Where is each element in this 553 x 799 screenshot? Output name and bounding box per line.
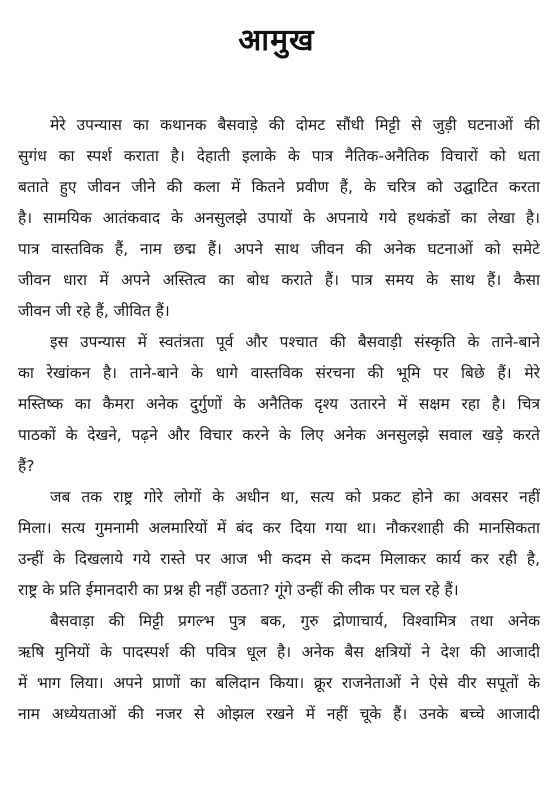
paragraph-3-line-2: मिला। सत्य गुमनामी अलमारियों में बंद कर दिया गया था। नौकरशाही की मानसिकता <box>18 519 540 537</box>
paragraph-2-line-1: इस उपन्यास में स्वतंत्रता पूर्व और पश्चात की बैसवाड़ी संस्कृति के ताने-बाने <box>50 333 540 351</box>
paragraph-4-line-4: नाम अध्येयताओं की नजर से ओझल रखने में नहीं चूके हैं। उनके बच्चे आजादी <box>18 705 540 723</box>
paragraph-4-line-1: बैसवाड़ा की मिट्टी प्रगल्भ पुत्र बक, गुरु द्रोणाचार्य, विश्वामित्र तथा अनेक <box>50 612 540 630</box>
paragraph-2-line-2: का रेखांकन है। ताने-बाने के धागे वास्तविक संरचना की भूमि पर बिछे हैं। मेरे <box>18 364 540 382</box>
paragraph-3-line-3: उन्हीं के दिखलाये गये रास्ते पर आज भी कदम से कदम मिलाकर कार्य कर रही है, <box>18 550 540 568</box>
paragraph-2-line-4: पाठकों के देखने, पढ़ने और विचार करने के लिए अनेक अनसुलझे सवाल खड़े करते <box>18 426 540 444</box>
paragraph-1-line-6: जीवन धारा में अपने अस्तित्व का बोध कराते हैं। पात्र समय के साथ हैं। कैसा <box>18 271 540 289</box>
paragraph-3-line-1: जब तक राष्ट्र गोरे लोगों के अधीन था, सत्य को प्रकट होने का अवसर नहीं <box>50 488 540 506</box>
paragraph-1-line-2: सुगंध का स्पर्श कराता है। देहाती इलाके के पात्र नैतिक-अनैतिक विचारों को धता <box>18 147 540 165</box>
paragraph-2-line-3: मस्तिष्क का कैमरा अनेक दुर्गुणों के अनैतिक दृश्य उतारने में सक्षम रहा है। चित्र <box>18 395 540 413</box>
paragraph-4-line-2: ऋषि मुनियों के पादस्पर्श की पवित्र धूल है। अनेक बैस क्षत्रियों ने देश की आजादी <box>18 643 540 661</box>
paragraph-1-line-4: है। सामयिक आतंकवाद के अनसुलझे उपायों के अपनाये गये हथकंडों का लेखा है। <box>18 209 540 227</box>
paragraph-2-line-5: हैं? <box>18 457 35 475</box>
paragraph-1-line-3: बताते हुए जीवन जीने की कला में कितने प्रवीण हैं, के चरित्र को उद्घाटित करता <box>18 178 540 196</box>
paragraph-1-line-7: जीवन जी रहे हैं, जीवित हैं। <box>18 302 170 320</box>
paragraph-3-line-4: राष्ट्र के प्रति ईमानदारी का प्रश्न ही नहीं उठता? गूंगे उन्हीं की लीक पर चल रहे हैं। <box>18 581 459 599</box>
document-body <box>18 110 540 730</box>
paragraph-1-line-5: पात्र वास्तविक हैं, नाम छद्म हैं। अपने साथ जीवन की अनेक घटनाओं को समेटे <box>18 240 540 258</box>
paragraph-1-line-1: मेरे उपन्यास का कथानक बैसवाड़े की दोमट सौंधी मिट्टी से जुड़ी घटनाओं की <box>50 116 540 134</box>
paragraph-4-line-3: में भाग लिया। अपने प्राणों का बलिदान किया। क्रूर राजनेताओं ने ऐसे वीर सपूतों के <box>18 674 540 692</box>
page-title: आमुख <box>238 23 315 58</box>
